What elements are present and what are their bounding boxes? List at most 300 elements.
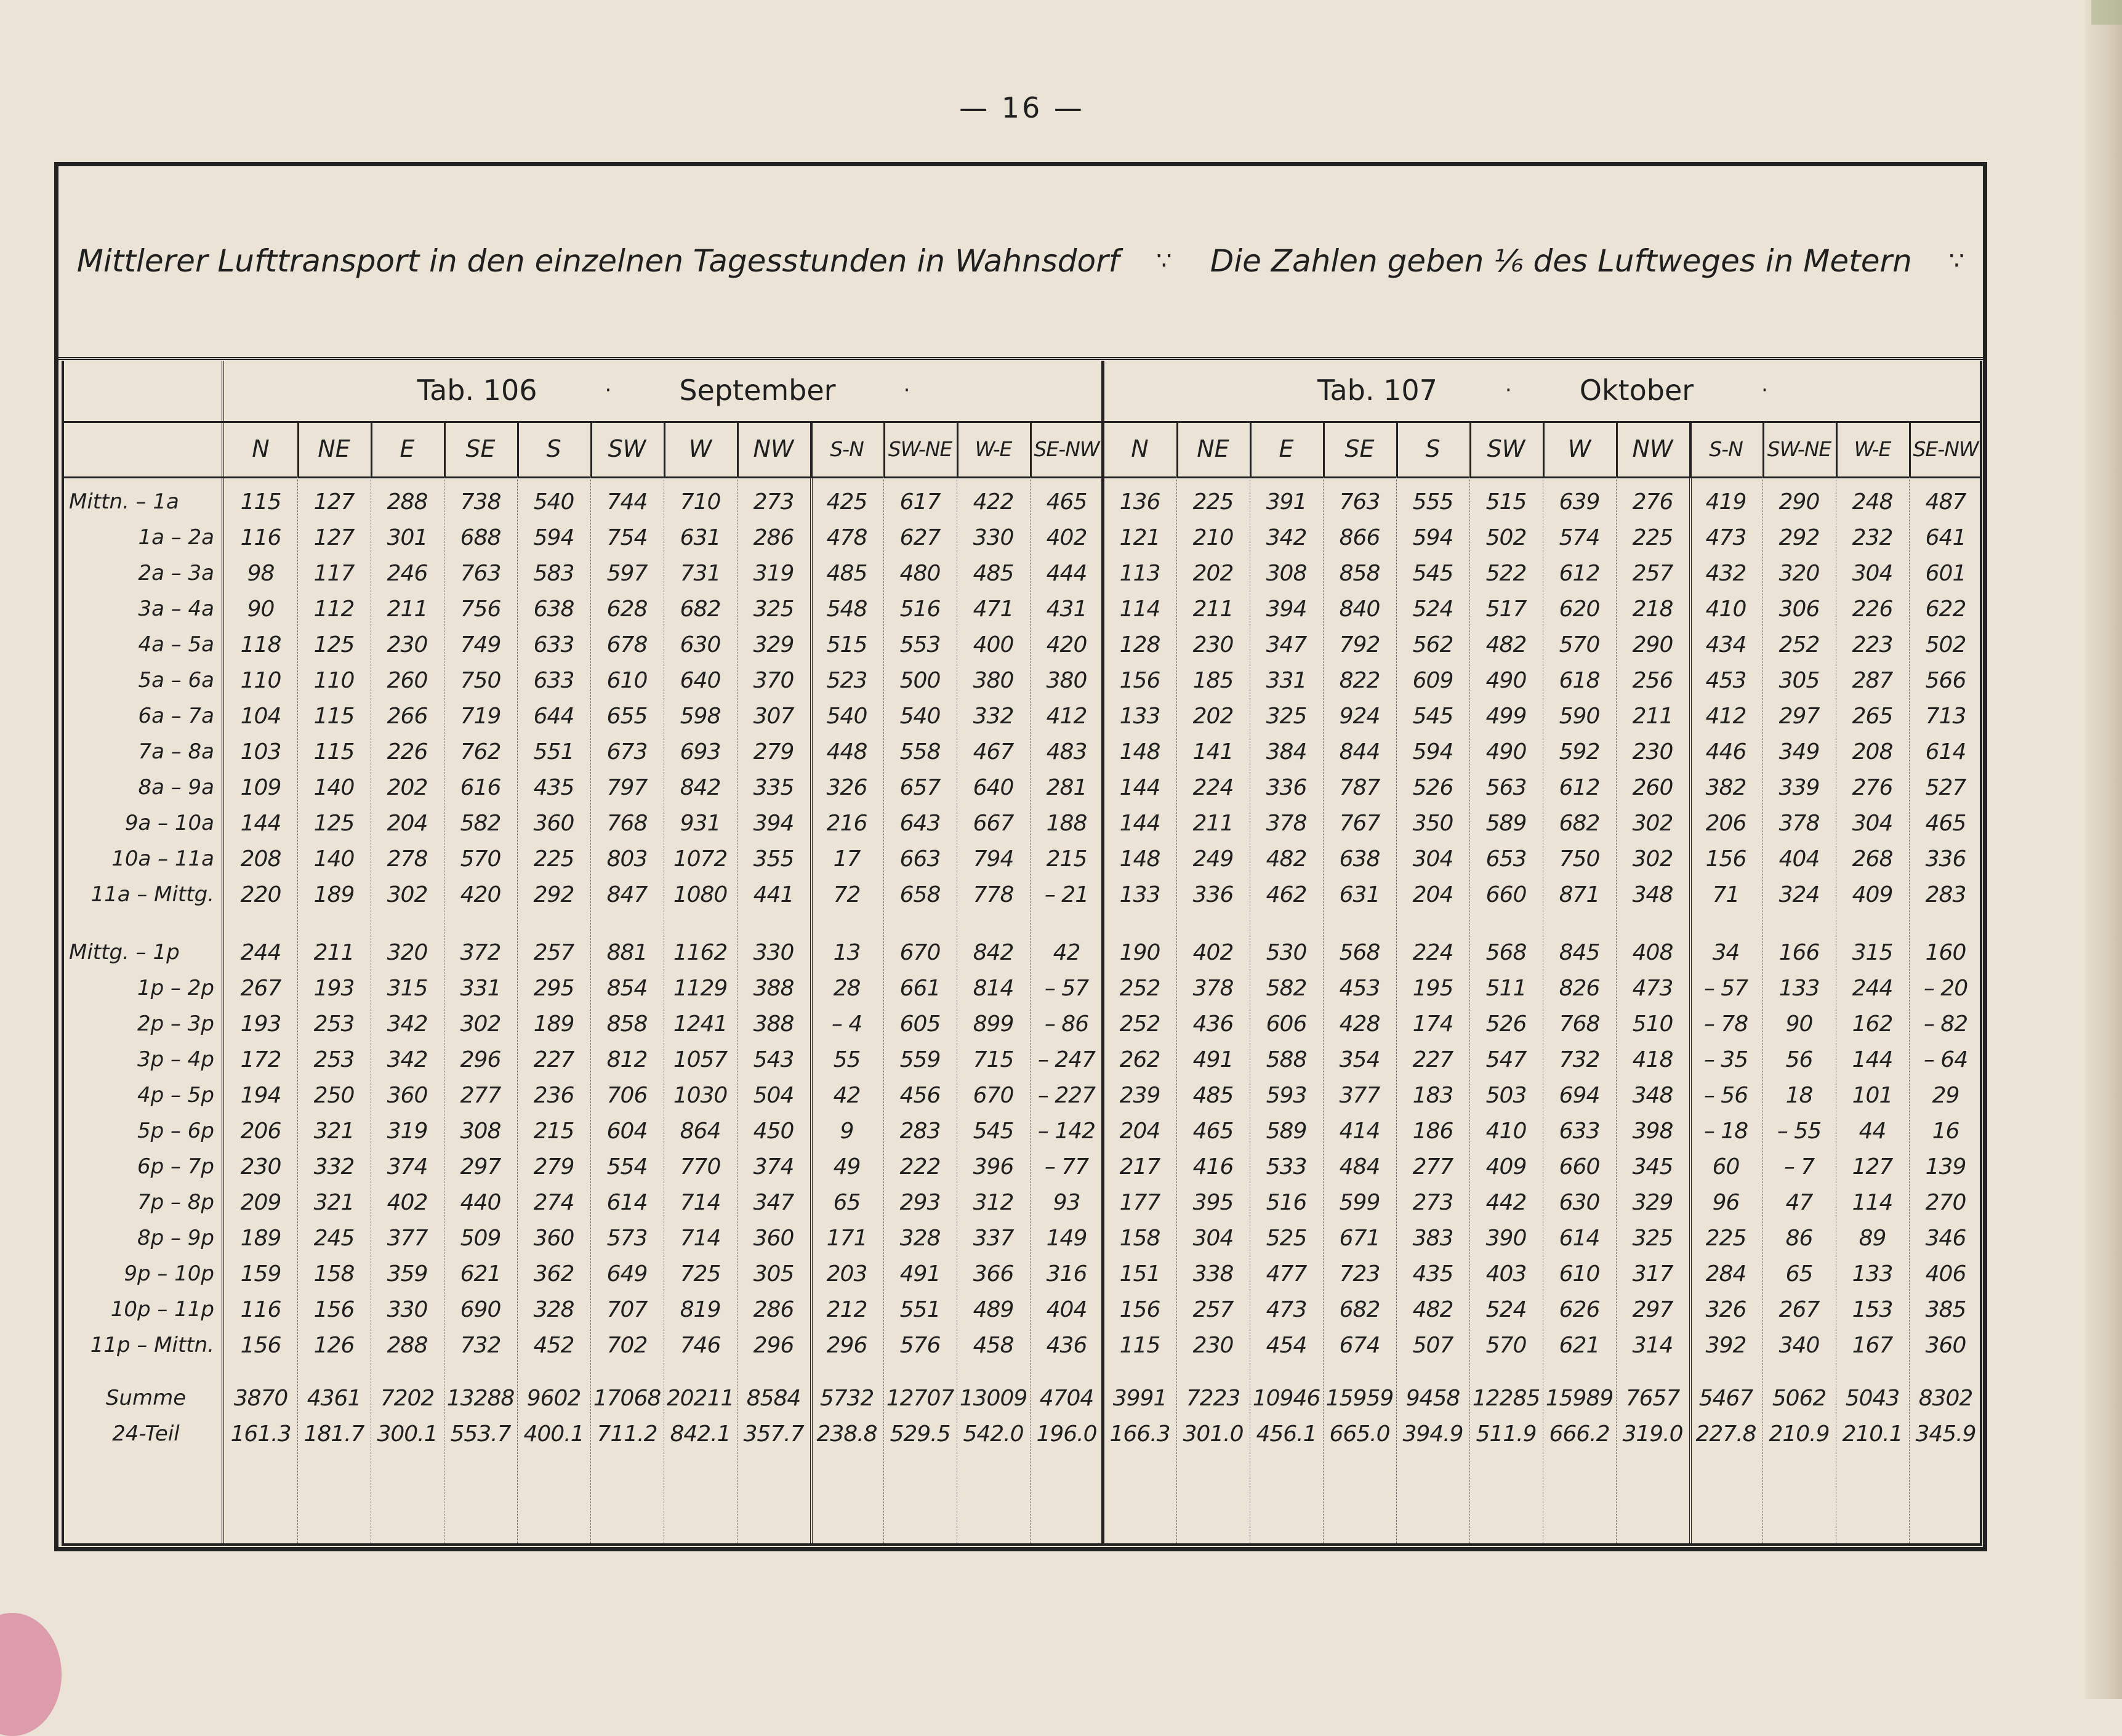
table-cell: 128 <box>1119 632 1160 657</box>
table-cell: 770 <box>680 1154 721 1179</box>
table-cell: 320 <box>387 939 428 965</box>
table-cell: 402 <box>1046 524 1087 550</box>
table-cell: 1072 <box>673 846 728 872</box>
table-cell: 210.1 <box>1842 1421 1903 1447</box>
table-cell: 306 <box>1778 596 1820 622</box>
table-cell: 881 <box>606 939 648 965</box>
table-cell: 610 <box>1559 1261 1600 1287</box>
table-cell: 404 <box>1046 1296 1087 1322</box>
table-cell: 296 <box>826 1332 867 1358</box>
table-cell: 342 <box>387 1011 428 1037</box>
table-cell: 189 <box>313 882 355 907</box>
table-cell: 858 <box>606 1011 648 1037</box>
table-cell: 260 <box>1632 774 1673 800</box>
row-label: 8a – 9a <box>138 775 214 800</box>
table-cell: 598 <box>680 703 721 729</box>
row-label: 11a – Mittg. <box>90 882 214 907</box>
table-cell: 345 <box>1632 1154 1673 1179</box>
table-cell: 707 <box>606 1296 648 1322</box>
table-cell: 482 <box>1485 632 1527 657</box>
table-cell: – 227 <box>1037 1082 1096 1108</box>
table-cell: 345.9 <box>1915 1421 1976 1447</box>
table-cell: 304 <box>1192 1225 1234 1251</box>
table-cell: 326 <box>1705 1296 1746 1322</box>
table-cell: 7202 <box>380 1385 435 1411</box>
table-cell: 144 <box>240 810 281 836</box>
table-cell: 491 <box>899 1261 941 1287</box>
table-cell: 283 <box>1925 882 1966 907</box>
table-cell: – 57 <box>1703 975 1748 1001</box>
table-cell: 746 <box>680 1332 721 1358</box>
table-cell: 253 <box>313 1047 355 1072</box>
table-cell: 127 <box>313 489 355 515</box>
column-header: W-E <box>1854 436 1891 461</box>
table-cell: 614 <box>1925 739 1966 765</box>
column-header: NE <box>1197 435 1229 462</box>
table-cell: 126 <box>313 1332 355 1358</box>
table-cell: 330 <box>973 524 1014 550</box>
table-cell: 320 <box>1778 560 1820 586</box>
table-cell: 348 <box>1632 1082 1673 1108</box>
table-cell: 465 <box>1192 1118 1234 1144</box>
page-edge <box>2085 0 2122 1699</box>
table-cell: 750 <box>1559 846 1600 872</box>
table-cell: 116 <box>240 524 281 550</box>
table-cell: 1057 <box>673 1047 728 1072</box>
table-cell: 28 <box>833 975 861 1001</box>
table-cell: 473 <box>1705 524 1746 550</box>
table-cell: 350 <box>1412 810 1453 836</box>
table-cell: 382 <box>1705 774 1746 800</box>
table-cell: 845 <box>1559 939 1600 965</box>
table-cell: 465 <box>1925 810 1966 836</box>
table-cell: 7657 <box>1625 1385 1680 1411</box>
table-cell: 507 <box>1412 1332 1453 1358</box>
row-label: 9p – 10p <box>124 1261 214 1286</box>
table-cell: – 7 <box>1783 1154 1815 1179</box>
table-cell: 631 <box>680 524 721 550</box>
table-cell: 225 <box>533 846 574 872</box>
thumb-shadow <box>0 1613 62 1736</box>
table-cell: 349 <box>1778 739 1820 765</box>
table-cell: 158 <box>1119 1225 1160 1251</box>
table-cell: 694 <box>1559 1082 1600 1108</box>
table-cell: 202 <box>1192 703 1234 729</box>
table-cell: 3870 <box>233 1385 288 1411</box>
table-cell: 72 <box>833 882 861 907</box>
table-cell: 60 <box>1712 1154 1740 1179</box>
table-cell: 117 <box>313 560 355 586</box>
table-cell: 673 <box>606 739 648 765</box>
table-cell: 763 <box>460 560 501 586</box>
table-cell: 49 <box>833 1154 861 1179</box>
table-cell: 563 <box>1485 774 1527 800</box>
table-cell: 515 <box>1485 489 1527 515</box>
table-cell: 3991 <box>1112 1385 1167 1411</box>
table-cell: 336 <box>1266 774 1307 800</box>
table-cell: 456 <box>899 1082 941 1108</box>
table-cell: 114 <box>1852 1189 1893 1215</box>
row-label: 11p – Mittn. <box>90 1333 214 1357</box>
table-cell: 186 <box>1412 1118 1453 1144</box>
table-cell: 819 <box>680 1296 721 1322</box>
table-cell: 225 <box>1632 524 1673 550</box>
table-cell: 283 <box>899 1118 941 1144</box>
table-cell: 211 <box>1192 596 1234 622</box>
table-cell: 628 <box>606 596 648 622</box>
table-cell: 319.0 <box>1622 1421 1683 1447</box>
table-cell: 414 <box>1339 1118 1380 1144</box>
table-cell: – 4 <box>831 1011 862 1037</box>
table-cell: 9458 <box>1405 1385 1460 1411</box>
table-cell: 527 <box>1925 774 1966 800</box>
table-cell: 763 <box>1339 489 1380 515</box>
table-cell: 115 <box>240 489 281 515</box>
table-cell: 633 <box>533 632 574 657</box>
table-cell: 618 <box>1559 667 1600 693</box>
table-cell: 485 <box>826 560 867 586</box>
table-cell: 329 <box>1632 1189 1673 1215</box>
table-cell: 336 <box>1925 846 1966 872</box>
table-cell: 597 <box>606 560 648 586</box>
row-label: Mittn. – 1a <box>69 489 179 514</box>
table-cell: 719 <box>460 703 501 729</box>
table-cell: 211 <box>387 596 428 622</box>
table-cell: 325 <box>753 596 794 622</box>
table-cell: 545 <box>973 1118 1014 1144</box>
table-cell: 290 <box>1632 632 1673 657</box>
table-cell: – 57 <box>1044 975 1089 1001</box>
table-cell: 284 <box>1705 1261 1746 1287</box>
table-cell: 374 <box>753 1154 794 1179</box>
table-cell: 90 <box>1785 1011 1813 1037</box>
table-cell: 395 <box>1192 1189 1234 1215</box>
table-cell: 302 <box>460 1011 501 1037</box>
table-cell: 267 <box>240 975 281 1001</box>
table-cell: 208 <box>240 846 281 872</box>
table-cell: 826 <box>1559 975 1600 1001</box>
table-cell: 342 <box>1266 524 1307 550</box>
table-cell: 710 <box>680 489 721 515</box>
section-dot: · <box>903 378 910 403</box>
table-cell: 420 <box>1046 632 1087 657</box>
table-cell: 297 <box>1778 703 1820 729</box>
table-cell: 814 <box>973 975 1014 1001</box>
table-cell: 480 <box>899 560 941 586</box>
table-cell: 483 <box>1046 739 1087 765</box>
title-left: Mittlerer Lufttransport in den einzelnen Tagesstunden in Wahnsdorf <box>76 243 1120 279</box>
table-cell: 206 <box>240 1118 281 1144</box>
table-cell: – 18 <box>1703 1118 1748 1144</box>
table-cell: 671 <box>1339 1225 1380 1251</box>
table-cell: 296 <box>753 1332 794 1358</box>
table-cell: 56 <box>1785 1047 1813 1072</box>
table-cell: 610 <box>606 667 648 693</box>
table-cell: 428 <box>1339 1011 1380 1037</box>
table-cell: 641 <box>1925 524 1966 550</box>
table-cell: 667 <box>973 810 1014 836</box>
table-cell: 5732 <box>819 1385 874 1411</box>
table-cell: 279 <box>533 1154 574 1179</box>
table-cell: 482 <box>1412 1296 1453 1322</box>
table-cell: 582 <box>460 810 501 836</box>
column-header: W <box>688 435 712 462</box>
table-cell: 347 <box>1266 632 1307 657</box>
table-cell: 13009 <box>959 1385 1027 1411</box>
table-cell: 599 <box>1339 1189 1380 1215</box>
row-label: 1p – 2p <box>137 976 214 1000</box>
table-cell: 222 <box>899 1154 941 1179</box>
data-table <box>62 361 1982 1546</box>
table-cell: 462 <box>1266 882 1307 907</box>
section-dot: · <box>605 378 612 403</box>
table-cell: 293 <box>899 1189 941 1215</box>
table-cell: 621 <box>1559 1332 1600 1358</box>
table-cell: 756 <box>460 596 501 622</box>
table-cell: 812 <box>606 1047 648 1072</box>
table-cell: 8302 <box>1918 1385 1973 1411</box>
table-cell: 473 <box>1632 975 1673 1001</box>
table-cell: 121 <box>1119 524 1160 550</box>
table-cell: 277 <box>1412 1154 1453 1179</box>
table-cell: 640 <box>680 667 721 693</box>
table-cell: 1162 <box>673 939 728 965</box>
table-cell: 605 <box>899 1011 941 1037</box>
table-cell: 562 <box>1412 632 1453 657</box>
table-cell: 658 <box>899 882 941 907</box>
title-separator: ∵ <box>1156 247 1173 275</box>
table-cell: 515 <box>826 632 867 657</box>
table-cell: 140 <box>313 774 355 800</box>
table-cell: 15959 <box>1325 1385 1394 1411</box>
table-cell: 227 <box>1412 1047 1453 1072</box>
table-cell: 542.0 <box>963 1421 1024 1447</box>
column-header: NW <box>1632 435 1673 462</box>
table-cell: 543 <box>753 1047 794 1072</box>
table-cell: 151 <box>1119 1261 1160 1287</box>
table-cell: 257 <box>533 939 574 965</box>
table-cell: 419 <box>1705 489 1746 515</box>
table-cell: 215 <box>1046 846 1087 872</box>
table-cell: 144 <box>1119 810 1160 836</box>
table-cell: 380 <box>1046 667 1087 693</box>
table-cell: 276 <box>1852 774 1893 800</box>
table-cell: 249 <box>1192 846 1234 872</box>
table-cell: 230 <box>240 1154 281 1179</box>
table-cell: 398 <box>1632 1118 1673 1144</box>
table-cell: 547 <box>1485 1047 1527 1072</box>
table-cell: 489 <box>973 1296 1014 1322</box>
column-header: S <box>1425 435 1441 462</box>
table-cell: 477 <box>1266 1261 1307 1287</box>
table-cell: 465 <box>1046 489 1087 515</box>
table-cell: 257 <box>1632 560 1673 586</box>
table-cell: 440 <box>460 1189 501 1215</box>
table-cell: 864 <box>680 1118 721 1144</box>
table-cell: 509 <box>460 1225 501 1251</box>
table-cell: 384 <box>1266 739 1307 765</box>
page-number: — 16 — <box>959 91 1085 124</box>
section-dot: · <box>1505 378 1512 403</box>
table-cell: 133 <box>1119 703 1160 729</box>
table-cell: 357.7 <box>743 1421 804 1447</box>
table-cell: 553.7 <box>450 1421 511 1447</box>
table-cell: 133 <box>1852 1261 1893 1287</box>
table-cell: 337 <box>973 1225 1014 1251</box>
table-cell: 166 <box>1778 939 1820 965</box>
table-cell: 226 <box>1852 596 1893 622</box>
column-header: SE-NW <box>1034 436 1099 461</box>
table-cell: 5467 <box>1698 1385 1753 1411</box>
table-cell: 266 <box>387 703 428 729</box>
table-cell: 125 <box>313 810 355 836</box>
table-cell: 202 <box>1192 560 1234 586</box>
row-label: Mittg. – 1p <box>69 940 180 965</box>
table-cell: 840 <box>1339 596 1380 622</box>
table-cell: 336 <box>1192 882 1234 907</box>
table-cell: 114 <box>1119 596 1160 622</box>
table-cell: 711.2 <box>597 1421 657 1447</box>
table-cell: 288 <box>387 489 428 515</box>
table-cell: 526 <box>1412 774 1453 800</box>
table-cell: 161.3 <box>230 1421 291 1447</box>
table-cell: 377 <box>387 1225 428 1251</box>
table-cell: 252 <box>1778 632 1820 657</box>
table-cell: 871 <box>1559 882 1600 907</box>
column-header: W <box>1567 435 1591 462</box>
table-cell: 555 <box>1412 489 1453 515</box>
table-cell: 65 <box>833 1189 861 1215</box>
table-cell: 42 <box>833 1082 861 1108</box>
table-cell: 924 <box>1339 703 1380 729</box>
table-cell: 65 <box>1785 1261 1813 1287</box>
table-cell: 332 <box>313 1154 355 1179</box>
table-cell: 540 <box>533 489 574 515</box>
table-cell: 502 <box>1925 632 1966 657</box>
table-cell: 125 <box>313 632 355 657</box>
table-cell: 503 <box>1485 1082 1527 1108</box>
table-cell: 212 <box>826 1296 867 1322</box>
table-cell: 9 <box>840 1118 854 1144</box>
row-label: 7p – 8p <box>137 1190 214 1215</box>
table-cell: 500 <box>899 667 941 693</box>
table-cell: 643 <box>899 810 941 836</box>
table-cell: 706 <box>606 1082 648 1108</box>
table-cell: 545 <box>1412 560 1453 586</box>
table-cell: 767 <box>1339 810 1380 836</box>
table-cell: 194 <box>240 1082 281 1108</box>
table-cell: 713 <box>1925 703 1966 729</box>
table-cell: 360 <box>1925 1332 1966 1358</box>
column-header: SW-NE <box>888 436 952 461</box>
table-cell: 725 <box>680 1261 721 1287</box>
table-cell: 340 <box>1778 1332 1820 1358</box>
table-cell: 7223 <box>1186 1385 1240 1411</box>
table-cell: 649 <box>606 1261 648 1287</box>
table-cell: 246 <box>387 560 428 586</box>
table-cell: 257 <box>1192 1296 1234 1322</box>
column-header: S-N <box>1709 436 1743 461</box>
title-right: Die Zahlen geben ⅙ des Luftweges in Metern <box>1210 243 1912 279</box>
table-cell: 185 <box>1192 667 1234 693</box>
table-cell: 329 <box>753 632 794 657</box>
table-cell: 319 <box>387 1118 428 1144</box>
table-cell: – 35 <box>1703 1047 1748 1072</box>
table-cell: 787 <box>1339 774 1380 800</box>
table-cell: 614 <box>606 1189 648 1215</box>
table-cell: 262 <box>1119 1047 1160 1072</box>
table-cell: 715 <box>973 1047 1014 1072</box>
table-cell: – 20 <box>1923 975 1968 1001</box>
table-cell: 622 <box>1925 596 1966 622</box>
table-cell: 315 <box>1852 939 1893 965</box>
table-cell: 12707 <box>886 1385 954 1411</box>
table-cell: 215 <box>533 1118 574 1144</box>
table-cell: 606 <box>1266 1011 1307 1037</box>
table-cell: 167 <box>1852 1332 1893 1358</box>
section-header-oktober <box>1103 361 1982 420</box>
table-cell: 260 <box>387 667 428 693</box>
table-cell: 225 <box>1705 1225 1746 1251</box>
table-cell: 149 <box>1046 1225 1087 1251</box>
table-cell: 110 <box>313 667 355 693</box>
table-cell: 347 <box>753 1189 794 1215</box>
table-cell: 640 <box>973 774 1014 800</box>
row-label: 24-Teil <box>112 1421 180 1446</box>
table-cell: 174 <box>1412 1011 1453 1037</box>
table-cell: 533 <box>1266 1154 1307 1179</box>
table-cell: 304 <box>1852 560 1893 586</box>
table-cell: 295 <box>533 975 574 1001</box>
table-cell: 5062 <box>1772 1385 1827 1411</box>
table-cell: 404 <box>1778 846 1820 872</box>
table-cell: 202 <box>387 774 428 800</box>
table-cell: 504 <box>753 1082 794 1108</box>
table-cell: 412 <box>1046 703 1087 729</box>
table-cell: 431 <box>1046 596 1087 622</box>
column-header: SE <box>1344 435 1375 462</box>
row-label: 6p – 7p <box>137 1154 214 1179</box>
table-cell: 409 <box>1485 1154 1527 1179</box>
row-label: 5p – 6p <box>137 1119 214 1143</box>
table-cell: 388 <box>753 975 794 1001</box>
table-cell: 71 <box>1712 882 1740 907</box>
table-cell: 372 <box>460 939 501 965</box>
table-cell: 166.3 <box>1109 1421 1170 1447</box>
table-cell: 300.1 <box>377 1421 438 1447</box>
table-cell: 435 <box>533 774 574 800</box>
table-cell: 16 <box>1932 1118 1959 1144</box>
table-cell: 714 <box>680 1225 721 1251</box>
table-cell: 661 <box>899 975 941 1001</box>
table-cell: 253 <box>313 1011 355 1037</box>
table-cell: 589 <box>1485 810 1527 836</box>
table-cell: 287 <box>1852 667 1893 693</box>
table-cell: 510 <box>1632 1011 1673 1037</box>
table-cell: 301 <box>387 524 428 550</box>
table-cell: 526 <box>1485 1011 1527 1037</box>
table-cell: 570 <box>1485 1332 1527 1358</box>
table-cell: 156 <box>1705 846 1746 872</box>
table-cell: 348 <box>1632 882 1673 907</box>
table-cell: 899 <box>973 1011 1014 1037</box>
table-cell: 380 <box>973 667 1014 693</box>
table-cell: 250 <box>313 1082 355 1108</box>
section-dot: · <box>1761 378 1768 403</box>
table-cell: 396 <box>973 1154 1014 1179</box>
row-label: 5a – 6a <box>138 668 214 693</box>
table-cell: 732 <box>1559 1047 1600 1072</box>
